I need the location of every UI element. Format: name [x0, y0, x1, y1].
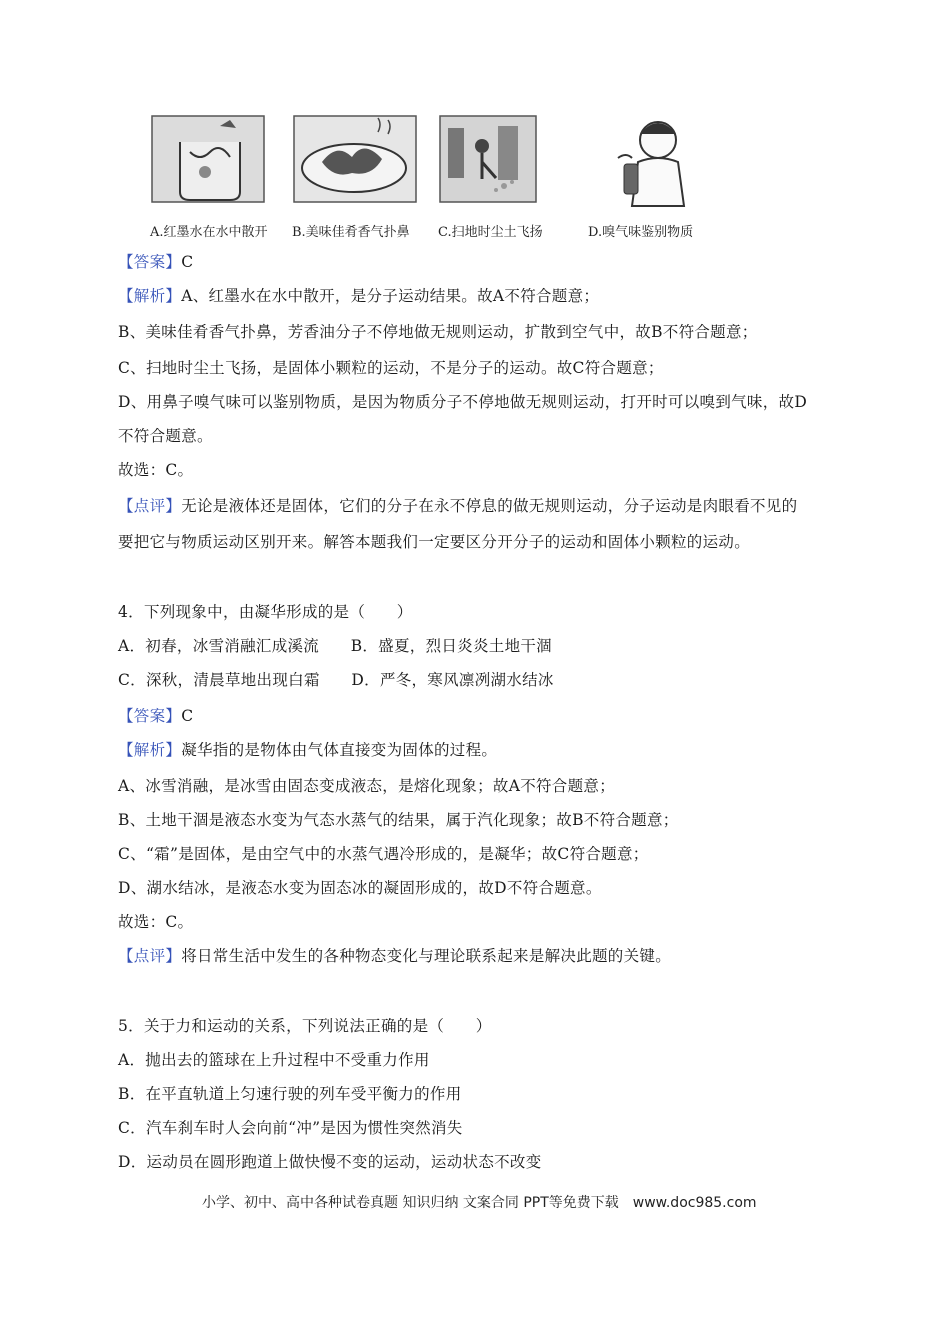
- figure-caption-b: B.美味佳肴香气扑鼻: [292, 225, 410, 240]
- figure-caption-d: D.嗅气味鉴别物质: [588, 225, 694, 240]
- q5-option-c: C．汽车刹车时人会向前“冲”是因为惯性突然消失: [118, 1119, 463, 1137]
- red-ink-illustration: [150, 112, 270, 212]
- answer-tag: 【答案】: [118, 253, 182, 271]
- figure-b-food: [292, 112, 432, 240]
- comment-text: 无论是液体还是固体，它们的分子在永不停息的做无规则运动，分子运动是肉眼看不见的: [181, 497, 798, 515]
- q4-analysis-b: B、土地干涸是液态水变为气态水蒸气的结果，属于汽化现象；故B不符合题意；: [118, 811, 679, 829]
- q3-analysis-c: C、扫地时尘土飞扬，是固体小颗粒的运动，不是分子的运动。故C符合题意；: [118, 359, 664, 377]
- question-figure: [150, 112, 740, 240]
- q4-analysis-c: C、“霜”是固体，是由空气中的水蒸气遇冷形成的，是凝华；故C符合题意；: [118, 845, 649, 863]
- q4-answer-line: [118, 706, 193, 726]
- figure-caption-c: C.扫地时尘土飞扬: [438, 225, 543, 240]
- analysis-text: 凝华指的是物体由气体直接变为固体的过程。: [181, 741, 498, 759]
- q4-analysis-a: A、冰雪消融，是冰雪由固态变成液态，是熔化现象；故A不符合题意；: [118, 777, 615, 795]
- q4-choice: 故选：C。: [118, 913, 194, 931]
- q5-stem: 5．关于力和运动的关系，下列说法正确的是（ ）: [118, 1017, 492, 1035]
- figure-a-red-ink: [150, 112, 280, 240]
- q5-option-d: D．运动员在圆形跑道上做快慢不变的运动，运动状态不改变: [118, 1153, 542, 1171]
- q3-answer-line: [118, 252, 193, 272]
- analysis-text: A、红墨水在水中散开，是分子运动结果。故A不符合题意；: [181, 287, 600, 305]
- q3-analysis-d-cont: 不符合题意。: [118, 427, 213, 445]
- q4-options-row1: A．初春，冰雪消融汇成溪流 B．盛夏，烈日炎炎土地干涸: [118, 637, 552, 655]
- q3-comment-line: [118, 496, 797, 516]
- answer-tag: 【答案】: [118, 707, 182, 725]
- smelling-illustration: [588, 112, 728, 212]
- answer-value: C: [181, 253, 194, 271]
- q3-comment-cont: 要把它与物质运动区别开来。解答本题我们一定要区分开分子的运动和固体小颗粒的运动。: [118, 533, 751, 551]
- q3-choice: 故选：C。: [118, 461, 194, 479]
- q3-analysis-line: [118, 286, 599, 306]
- analysis-tag: 【解析】: [118, 287, 182, 305]
- figure-c-sweeping: [438, 112, 578, 240]
- comment-tag: 【点评】: [118, 497, 182, 515]
- page-footer: 小学、初中、高中各种试卷真题 知识归纳 文案合同 PPT等免费下载 www.doc985.com: [202, 1195, 757, 1211]
- comment-text: 将日常生活中发生的各种物态变化与理论联系起来是解决此题的关键。: [181, 947, 672, 965]
- q4-analysis-d: D、湖水结冰，是液态水变为固态冰的凝固形成的，故D不符合题意。: [118, 879, 602, 897]
- q4-stem: 4．下列现象中，由凝华形成的是（ ）: [118, 603, 413, 621]
- sweeping-illustration: [438, 112, 540, 212]
- q3-analysis-d: D、用鼻子嗅气味可以鉴别物质，是因为物质分子不停地做无规则运动，打开时可以嗅到气味，故D: [118, 393, 808, 411]
- q3-analysis-b: B、美味佳肴香气扑鼻，芳香油分子不停地做无规则运动，扩散到空气中，故B不符合题意；: [118, 323, 758, 341]
- comment-tag: 【点评】: [118, 947, 182, 965]
- figure-caption-a: A.红墨水在水中散开: [150, 225, 268, 240]
- q4-analysis-line: [118, 740, 497, 760]
- answer-value: C: [181, 707, 194, 725]
- analysis-tag: 【解析】: [118, 741, 182, 759]
- figure-d-smelling: [588, 112, 738, 240]
- food-illustration: [292, 112, 420, 212]
- q4-options-row2: C．深秋，清晨草地出现白霜 D．严冬，寒风凛冽湖水结冰: [118, 671, 554, 689]
- q4-comment-line: [118, 946, 671, 966]
- q5-option-a: A．抛出去的篮球在上升过程中不受重力作用: [118, 1051, 430, 1069]
- q5-option-b: B．在平直轨道上匀速行驶的列车受平衡力的作用: [118, 1085, 462, 1103]
